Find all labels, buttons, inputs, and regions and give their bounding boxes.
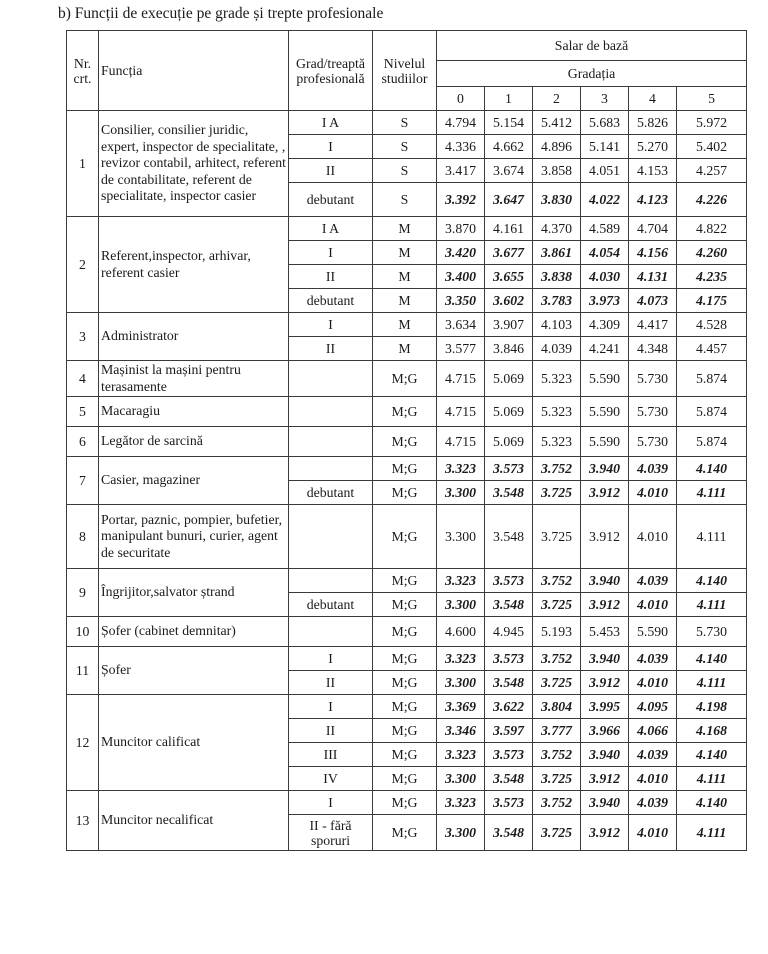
table-row bbox=[67, 361, 747, 397]
salary-value-cell: 5.730 bbox=[629, 427, 677, 457]
grade-cell bbox=[289, 427, 373, 457]
salary-value-cell: 3.400 bbox=[437, 265, 485, 289]
salary-value-cell: 4.140 bbox=[677, 569, 747, 593]
salary-value-cell: 3.577 bbox=[437, 337, 485, 361]
salary-value-cell: 3.861 bbox=[533, 241, 581, 265]
salary-value-cell: 4.123 bbox=[629, 183, 677, 217]
row-number: 9 bbox=[67, 569, 99, 617]
salary-value-cell: 5.323 bbox=[533, 361, 581, 397]
header-nivel: Nivelul studiilor bbox=[373, 31, 437, 111]
grade-cell: IV bbox=[289, 767, 373, 791]
study-level-cell: M bbox=[373, 217, 437, 241]
salary-value-cell: 4.103 bbox=[533, 313, 581, 337]
salary-value-cell: 4.704 bbox=[629, 217, 677, 241]
salary-value-cell: 4.198 bbox=[677, 695, 747, 719]
salary-value-cell: 4.039 bbox=[629, 791, 677, 815]
salary-value-cell: 3.940 bbox=[581, 791, 629, 815]
grade-cell: I bbox=[289, 647, 373, 671]
study-level-cell: S bbox=[373, 111, 437, 135]
salary-value-cell: 3.912 bbox=[581, 481, 629, 505]
row-number: 2 bbox=[67, 217, 99, 313]
salary-value-cell: 4.039 bbox=[629, 457, 677, 481]
salary-value-cell: 5.412 bbox=[533, 111, 581, 135]
row-number: 4 bbox=[67, 361, 99, 397]
salary-value-cell: 4.111 bbox=[677, 815, 747, 851]
salary-value-cell: 5.730 bbox=[629, 397, 677, 427]
study-level-cell: S bbox=[373, 183, 437, 217]
salary-value-cell: 3.912 bbox=[581, 815, 629, 851]
salary-value-cell: 4.140 bbox=[677, 791, 747, 815]
salary-value-cell: 3.846 bbox=[485, 337, 533, 361]
study-level-cell: M;G bbox=[373, 617, 437, 647]
salary-value-cell: 4.336 bbox=[437, 135, 485, 159]
page-title: b) Funcții de execuție pe grade și trepte profesionale bbox=[58, 5, 384, 22]
salary-value-cell: 5.874 bbox=[677, 427, 747, 457]
function-name: Șofer (cabinet demnitar) bbox=[99, 617, 289, 647]
salary-value-cell: 4.600 bbox=[437, 617, 485, 647]
salary-value-cell: 3.677 bbox=[485, 241, 533, 265]
salary-value-cell: 4.417 bbox=[629, 313, 677, 337]
salary-value-cell: 4.528 bbox=[677, 313, 747, 337]
salary-value-cell: 3.725 bbox=[533, 767, 581, 791]
salary-value-cell: 4.039 bbox=[629, 743, 677, 767]
function-name: Portar, paznic, pompier, bufetier, manipulant bunuri, curier, agent de securitate bbox=[99, 505, 289, 569]
salary-value-cell: 3.995 bbox=[581, 695, 629, 719]
salary-value-cell: 4.022 bbox=[581, 183, 629, 217]
salary-value-cell: 5.154 bbox=[485, 111, 533, 135]
salary-value-cell: 5.590 bbox=[581, 397, 629, 427]
salary-value-cell: 3.752 bbox=[533, 569, 581, 593]
grade-cell: I bbox=[289, 695, 373, 719]
salary-value-cell: 3.725 bbox=[533, 505, 581, 569]
table-row bbox=[67, 427, 747, 457]
header-functia: Funcția bbox=[99, 31, 289, 111]
salary-value-cell: 4.161 bbox=[485, 217, 533, 241]
salary-value-cell: 4.257 bbox=[677, 159, 747, 183]
study-level-cell: S bbox=[373, 159, 437, 183]
salary-table bbox=[66, 30, 747, 851]
salary-value-cell: 3.907 bbox=[485, 313, 533, 337]
grade-cell bbox=[289, 505, 373, 569]
salary-value-cell: 5.323 bbox=[533, 397, 581, 427]
salary-value-cell: 4.010 bbox=[629, 481, 677, 505]
header-gradatie-4: 4 bbox=[629, 87, 677, 111]
salary-value-cell: 4.030 bbox=[581, 265, 629, 289]
salary-value-cell: 3.548 bbox=[485, 593, 533, 617]
row-number: 6 bbox=[67, 427, 99, 457]
study-level-cell: M;G bbox=[373, 593, 437, 617]
salary-value-cell: 4.010 bbox=[629, 815, 677, 851]
header-gradatie-3: 3 bbox=[581, 87, 629, 111]
study-level-cell: M;G bbox=[373, 361, 437, 397]
study-level-cell: M bbox=[373, 313, 437, 337]
function-name: Muncitor calificat bbox=[99, 695, 289, 791]
salary-value-cell: 3.752 bbox=[533, 791, 581, 815]
row-number: 3 bbox=[67, 313, 99, 361]
function-name: Mașinist la mașini pentru terasamente bbox=[99, 361, 289, 397]
grade-cell: I bbox=[289, 313, 373, 337]
study-level-cell: M;G bbox=[373, 397, 437, 427]
grade-cell: II bbox=[289, 159, 373, 183]
table-row bbox=[67, 695, 747, 719]
salary-value-cell: 3.300 bbox=[437, 481, 485, 505]
salary-value-cell: 3.777 bbox=[533, 719, 581, 743]
grade-cell bbox=[289, 457, 373, 481]
salary-value-cell: 4.039 bbox=[533, 337, 581, 361]
grade-cell: III bbox=[289, 743, 373, 767]
function-name: Consilier, consilier juridic, expert, inspector de specialitate, , revizor contabil, arhitect, referent de contabilitate, referent de specialitate, inspector casier bbox=[99, 111, 289, 217]
function-name: Șofer bbox=[99, 647, 289, 695]
salary-value-cell: 4.153 bbox=[629, 159, 677, 183]
grade-cell: debutant bbox=[289, 289, 373, 313]
salary-value-cell: 3.752 bbox=[533, 457, 581, 481]
table-row bbox=[67, 505, 747, 569]
salary-value-cell: 5.683 bbox=[581, 111, 629, 135]
salary-value-cell: 4.241 bbox=[581, 337, 629, 361]
study-level-cell: M bbox=[373, 289, 437, 313]
salary-value-cell: 3.420 bbox=[437, 241, 485, 265]
salary-value-cell: 3.548 bbox=[485, 815, 533, 851]
salary-value-cell: 3.597 bbox=[485, 719, 533, 743]
salary-value-cell: 5.874 bbox=[677, 361, 747, 397]
salary-value-cell: 4.140 bbox=[677, 743, 747, 767]
header-gradatie-0: 0 bbox=[437, 87, 485, 111]
salary-value-cell: 5.730 bbox=[677, 617, 747, 647]
salary-value-cell: 4.896 bbox=[533, 135, 581, 159]
salary-value-cell: 3.725 bbox=[533, 481, 581, 505]
salary-value-cell: 3.634 bbox=[437, 313, 485, 337]
salary-value-cell: 3.622 bbox=[485, 695, 533, 719]
salary-value-cell: 3.300 bbox=[437, 505, 485, 569]
salary-value-cell: 4.039 bbox=[629, 569, 677, 593]
grade-cell: debutant bbox=[289, 593, 373, 617]
salary-value-cell: 3.323 bbox=[437, 743, 485, 767]
salary-value-cell: 4.457 bbox=[677, 337, 747, 361]
salary-value-cell: 5.826 bbox=[629, 111, 677, 135]
grade-cell: I bbox=[289, 241, 373, 265]
salary-value-cell: 3.940 bbox=[581, 743, 629, 767]
table-row bbox=[67, 617, 747, 647]
function-name: Legător de sarcină bbox=[99, 427, 289, 457]
salary-value-cell: 3.350 bbox=[437, 289, 485, 313]
salary-value-cell: 3.752 bbox=[533, 743, 581, 767]
salary-value-cell: 5.590 bbox=[581, 427, 629, 457]
salary-value-cell: 5.972 bbox=[677, 111, 747, 135]
salary-value-cell: 5.141 bbox=[581, 135, 629, 159]
salary-value-cell: 4.010 bbox=[629, 593, 677, 617]
table-row bbox=[67, 313, 747, 337]
header-nr: Nr. crt. bbox=[67, 31, 99, 111]
salary-value-cell: 4.348 bbox=[629, 337, 677, 361]
salary-value-cell: 3.573 bbox=[485, 647, 533, 671]
salary-value-cell: 4.010 bbox=[629, 671, 677, 695]
salary-value-cell: 4.260 bbox=[677, 241, 747, 265]
salary-value-cell: 4.715 bbox=[437, 427, 485, 457]
salary-value-cell: 3.830 bbox=[533, 183, 581, 217]
salary-value-cell: 4.168 bbox=[677, 719, 747, 743]
salary-value-cell: 4.111 bbox=[677, 671, 747, 695]
salary-value-cell: 4.073 bbox=[629, 289, 677, 313]
salary-value-cell: 3.912 bbox=[581, 593, 629, 617]
salary-value-cell: 3.323 bbox=[437, 791, 485, 815]
salary-value-cell: 3.674 bbox=[485, 159, 533, 183]
grade-cell: debutant bbox=[289, 481, 373, 505]
study-level-cell: M;G bbox=[373, 791, 437, 815]
salary-value-cell: 4.715 bbox=[437, 397, 485, 427]
table-row bbox=[67, 791, 747, 815]
salary-value-cell: 3.838 bbox=[533, 265, 581, 289]
salary-value-cell: 3.912 bbox=[581, 767, 629, 791]
row-number: 13 bbox=[67, 791, 99, 851]
salary-value-cell: 5.193 bbox=[533, 617, 581, 647]
salary-value-cell: 3.752 bbox=[533, 647, 581, 671]
salary-value-cell: 3.417 bbox=[437, 159, 485, 183]
study-level-cell: M;G bbox=[373, 719, 437, 743]
grade-cell bbox=[289, 569, 373, 593]
study-level-cell: M;G bbox=[373, 743, 437, 767]
salary-value-cell: 3.548 bbox=[485, 767, 533, 791]
salary-value-cell: 5.270 bbox=[629, 135, 677, 159]
grade-cell: I bbox=[289, 791, 373, 815]
salary-value-cell: 3.602 bbox=[485, 289, 533, 313]
salary-value-cell: 3.300 bbox=[437, 767, 485, 791]
salary-value-cell: 5.323 bbox=[533, 427, 581, 457]
salary-value-cell: 5.730 bbox=[629, 361, 677, 397]
salary-value-cell: 3.346 bbox=[437, 719, 485, 743]
salary-value-cell: 5.590 bbox=[629, 617, 677, 647]
salary-value-cell: 3.300 bbox=[437, 671, 485, 695]
salary-value-cell: 4.589 bbox=[581, 217, 629, 241]
salary-value-cell: 4.235 bbox=[677, 265, 747, 289]
study-level-cell: M bbox=[373, 265, 437, 289]
grade-cell: I bbox=[289, 135, 373, 159]
salary-value-cell: 3.940 bbox=[581, 647, 629, 671]
header-gradatia: Gradația bbox=[437, 61, 747, 87]
salary-value-cell: 4.095 bbox=[629, 695, 677, 719]
row-number: 11 bbox=[67, 647, 99, 695]
salary-value-cell: 3.573 bbox=[485, 743, 533, 767]
table-row bbox=[67, 397, 747, 427]
salary-value-cell: 3.548 bbox=[485, 481, 533, 505]
salary-value-cell: 3.804 bbox=[533, 695, 581, 719]
salary-value-cell: 3.300 bbox=[437, 593, 485, 617]
grade-cell: I A bbox=[289, 217, 373, 241]
salary-value-cell: 5.069 bbox=[485, 361, 533, 397]
salary-value-cell: 3.647 bbox=[485, 183, 533, 217]
study-level-cell: M;G bbox=[373, 569, 437, 593]
study-level-cell: M;G bbox=[373, 505, 437, 569]
table-row bbox=[67, 569, 747, 593]
salary-value-cell: 4.309 bbox=[581, 313, 629, 337]
grade-cell: II bbox=[289, 265, 373, 289]
salary-value-cell: 3.655 bbox=[485, 265, 533, 289]
table-row bbox=[67, 457, 747, 481]
study-level-cell: M;G bbox=[373, 767, 437, 791]
study-level-cell: M bbox=[373, 241, 437, 265]
salary-value-cell: 4.111 bbox=[677, 505, 747, 569]
grade-cell bbox=[289, 397, 373, 427]
study-level-cell: M;G bbox=[373, 647, 437, 671]
salary-value-cell: 3.323 bbox=[437, 457, 485, 481]
salary-value-cell: 4.010 bbox=[629, 767, 677, 791]
table-body bbox=[67, 111, 747, 851]
salary-value-cell: 3.323 bbox=[437, 569, 485, 593]
salary-value-cell: 3.573 bbox=[485, 569, 533, 593]
grade-cell: I A bbox=[289, 111, 373, 135]
salary-value-cell: 3.912 bbox=[581, 671, 629, 695]
header-grad: Grad/treaptă profesională bbox=[289, 31, 373, 111]
salary-value-cell: 4.662 bbox=[485, 135, 533, 159]
study-level-cell: M;G bbox=[373, 815, 437, 851]
salary-value-cell: 3.783 bbox=[533, 289, 581, 313]
header-gradatie-2: 2 bbox=[533, 87, 581, 111]
grade-cell: II bbox=[289, 671, 373, 695]
salary-value-cell: 4.945 bbox=[485, 617, 533, 647]
salary-value-cell: 5.402 bbox=[677, 135, 747, 159]
salary-value-cell: 3.858 bbox=[533, 159, 581, 183]
function-name: Macaragiu bbox=[99, 397, 289, 427]
salary-value-cell: 4.010 bbox=[629, 505, 677, 569]
salary-value-cell: 4.140 bbox=[677, 457, 747, 481]
row-number: 10 bbox=[67, 617, 99, 647]
salary-value-cell: 3.940 bbox=[581, 457, 629, 481]
salary-value-cell: 4.140 bbox=[677, 647, 747, 671]
grade-cell bbox=[289, 617, 373, 647]
study-level-cell: M;G bbox=[373, 427, 437, 457]
row-number: 12 bbox=[67, 695, 99, 791]
salary-value-cell: 4.111 bbox=[677, 593, 747, 617]
salary-value-cell: 3.966 bbox=[581, 719, 629, 743]
study-level-cell: S bbox=[373, 135, 437, 159]
table-row bbox=[67, 111, 747, 135]
grade-cell bbox=[289, 361, 373, 397]
salary-value-cell: 4.822 bbox=[677, 217, 747, 241]
salary-value-cell: 4.794 bbox=[437, 111, 485, 135]
row-number: 5 bbox=[67, 397, 99, 427]
salary-value-cell: 4.066 bbox=[629, 719, 677, 743]
salary-value-cell: 3.940 bbox=[581, 569, 629, 593]
header-gradatie-5: 5 bbox=[677, 87, 747, 111]
salary-value-cell: 4.039 bbox=[629, 647, 677, 671]
study-level-cell: M;G bbox=[373, 457, 437, 481]
salary-value-cell: 4.111 bbox=[677, 767, 747, 791]
study-level-cell: M bbox=[373, 337, 437, 361]
salary-value-cell: 3.870 bbox=[437, 217, 485, 241]
salary-value-cell: 3.548 bbox=[485, 505, 533, 569]
salary-value-cell: 5.590 bbox=[581, 361, 629, 397]
salary-value-cell: 3.369 bbox=[437, 695, 485, 719]
function-name: Îngrijitor,salvator ștrand bbox=[99, 569, 289, 617]
salary-value-cell: 3.725 bbox=[533, 671, 581, 695]
function-name: Muncitor necalificat bbox=[99, 791, 289, 851]
salary-value-cell: 3.392 bbox=[437, 183, 485, 217]
salary-value-cell: 4.175 bbox=[677, 289, 747, 313]
row-number: 8 bbox=[67, 505, 99, 569]
salary-value-cell: 3.548 bbox=[485, 671, 533, 695]
salary-value-cell: 3.973 bbox=[581, 289, 629, 313]
salary-value-cell: 3.725 bbox=[533, 593, 581, 617]
grade-cell: debutant bbox=[289, 183, 373, 217]
function-name: Casier, magaziner bbox=[99, 457, 289, 505]
function-name: Referent,inspector, arhivar, referent casier bbox=[99, 217, 289, 313]
salary-value-cell: 4.051 bbox=[581, 159, 629, 183]
row-number: 1 bbox=[67, 111, 99, 217]
table-row bbox=[67, 217, 747, 241]
salary-value-cell: 3.300 bbox=[437, 815, 485, 851]
salary-value-cell: 4.156 bbox=[629, 241, 677, 265]
function-name: Administrator bbox=[99, 313, 289, 361]
salary-value-cell: 3.573 bbox=[485, 791, 533, 815]
table-row bbox=[67, 647, 747, 671]
row-number: 7 bbox=[67, 457, 99, 505]
salary-value-cell: 5.069 bbox=[485, 397, 533, 427]
header-salar: Salar de bază bbox=[437, 31, 747, 61]
salary-value-cell: 3.912 bbox=[581, 505, 629, 569]
grade-cell: II - fără sporuri bbox=[289, 815, 373, 851]
study-level-cell: M;G bbox=[373, 671, 437, 695]
salary-value-cell: 5.453 bbox=[581, 617, 629, 647]
salary-value-cell: 3.573 bbox=[485, 457, 533, 481]
salary-value-cell: 3.725 bbox=[533, 815, 581, 851]
salary-value-cell: 4.226 bbox=[677, 183, 747, 217]
header-gradatie-1: 1 bbox=[485, 87, 533, 111]
grade-cell: II bbox=[289, 719, 373, 743]
study-level-cell: M;G bbox=[373, 481, 437, 505]
salary-value-cell: 4.715 bbox=[437, 361, 485, 397]
salary-value-cell: 4.111 bbox=[677, 481, 747, 505]
salary-value-cell: 5.069 bbox=[485, 427, 533, 457]
salary-value-cell: 4.370 bbox=[533, 217, 581, 241]
salary-value-cell: 3.323 bbox=[437, 647, 485, 671]
grade-cell: II bbox=[289, 337, 373, 361]
salary-value-cell: 4.054 bbox=[581, 241, 629, 265]
salary-value-cell: 4.131 bbox=[629, 265, 677, 289]
study-level-cell: M;G bbox=[373, 695, 437, 719]
salary-value-cell: 5.874 bbox=[677, 397, 747, 427]
